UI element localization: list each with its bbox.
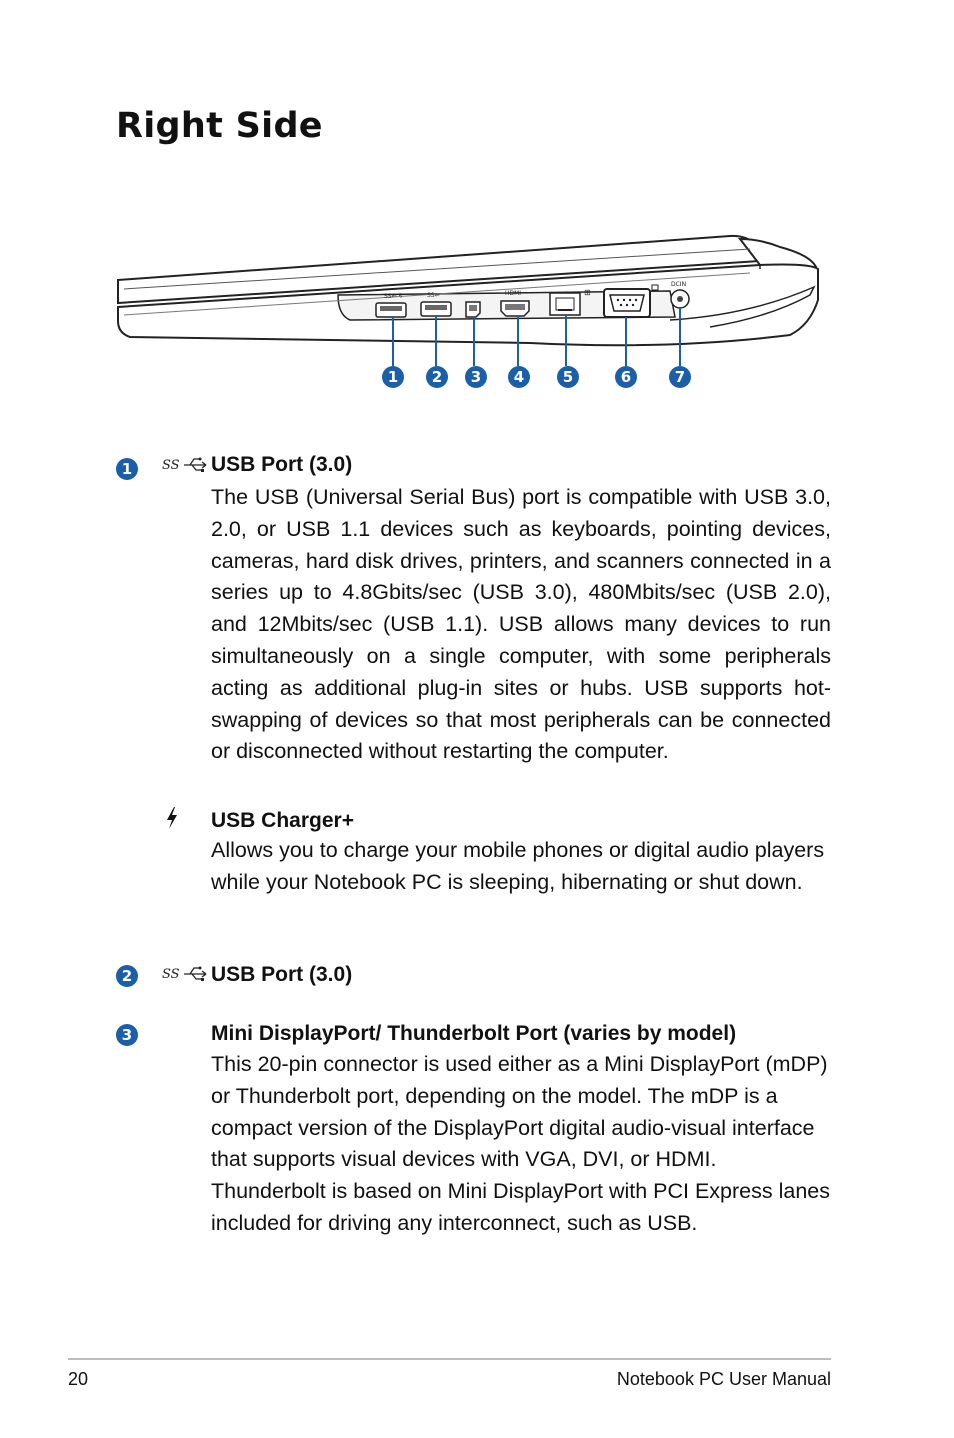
entry-2-heading: USB Port (3.0)	[211, 963, 353, 986]
entry-1-body: The USB (Universal Serial Bus) port is compatible with USB 3.0, 2.0, or USB 1.1 devices such as keyboards, pointing devices, cameras, hard disk drives, printers, and scanners connected in a series up to 4.8Gbits/sec (USB 3.0), 480Mbits/sec (USB 2.0), and 12Mbits/sec (USB 1.1). USB allows many devices to run simultaneously on a single computer, with some peripherals acting as additional plug-in sites or hubs. USB supports hot-swapping of devices so that most peripherals can be connected or disconnected without restarting the computer.	[211, 485, 831, 764]
svg-text:SS: SS	[162, 458, 180, 473]
entry-1-number: 1	[116, 458, 138, 480]
svg-text:SS: SS	[162, 967, 180, 982]
svg-text:SS⇐ ϟ: SS⇐ ϟ	[384, 293, 403, 300]
footer-rule	[68, 1358, 831, 1360]
mini-displayport	[466, 302, 480, 317]
entry-1-heading: USB Port (3.0)	[211, 453, 353, 476]
callout-2: 2	[426, 366, 448, 388]
lightning-bolt-icon	[164, 806, 180, 830]
dcin-label: DCIN	[671, 281, 687, 288]
svg-text:⊞: ⊞	[584, 288, 591, 297]
usb-charger-body: Allows you to charge your mobile phones or digital audio players while your Notebook PC is sleeping, hibernating or shut down.	[211, 838, 825, 894]
callout-5: 5	[557, 366, 579, 388]
usb-superspeed-icon	[162, 454, 208, 476]
callout-1: 1	[382, 366, 404, 388]
callout-6: 6	[615, 366, 637, 388]
page-number: 20	[68, 1369, 89, 1389]
entry-3-heading: Mini DisplayPort/ Thunderbolt Port (varies by model)	[211, 1022, 737, 1045]
callout-4: 4	[508, 366, 530, 388]
callout-3: 3	[465, 366, 487, 388]
entry-3-number: 3	[116, 1024, 138, 1046]
vga-port	[604, 285, 658, 317]
svg-text:SS⇐: SS⇐	[427, 292, 440, 299]
page-title: Right Side	[116, 106, 323, 146]
manual-name: Notebook PC User Manual	[616, 1369, 831, 1389]
laptop-right-side-figure	[110, 225, 830, 400]
usb-superspeed-icon	[162, 963, 208, 985]
entry-3-body: This 20-pin connector is used either as a Mini DisplayPort (mDP) or Thunderbolt port, depending on the model. The mDP is a compact version of the DisplayPort digital audio-visual interface that supports visual devices with VGA, DVI, or HDMI. Thunderbolt is based on Mini DisplayPort with PCI Express lanes included for driving any interconnect, such as USB.	[211, 1052, 831, 1235]
entry-2-number: 2	[116, 965, 138, 987]
usb-charger-heading: USB Charger+	[211, 809, 354, 832]
hdmi-label: HDMI	[505, 290, 522, 297]
callout-7: 7	[669, 366, 691, 388]
